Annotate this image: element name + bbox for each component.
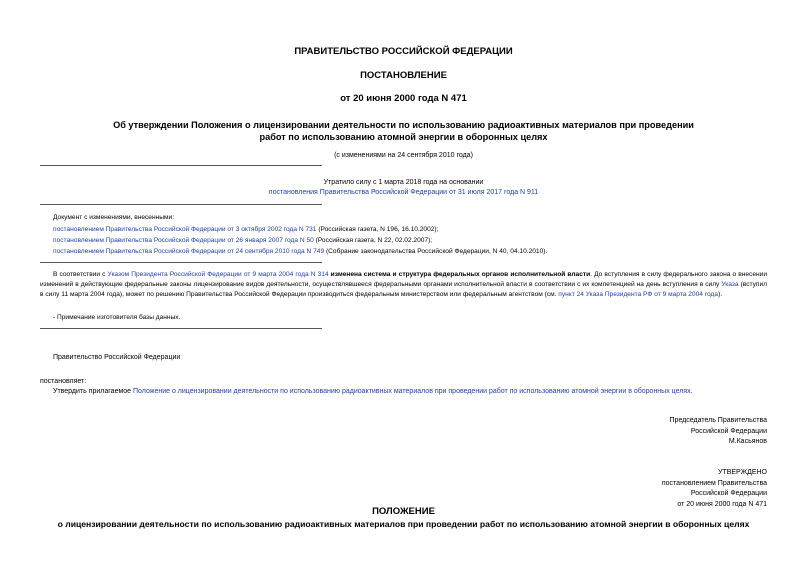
regulation-subtitle: о лицензировании деятельности по использованию радиоактивных материалов при проведении работ по использованию атомной энергии в оборонных целях: [57, 519, 750, 529]
document-date: от 20 июня 2000 года N 471: [340, 93, 467, 104]
structure-change-note: В соответствии с Указом Президента Российской Федерации от 9 марта 2004 года N 314 изменена система и структура федеральных органов исполнительной власти. До вступления в силу федерального закона о внесении изменений в действующие федеральные законы лицензирование видов деятельности, осуществлявшееся федеральными органами исполнительной власти в соответствии с их компетенцией на день вступления в силу Указа (вступил в силу 11 марта 2004 года), может по решению Правительства Российской Федерации производиться федеральным министерством или федеральным агентством (см. пункт 24 Указа Президента РФ от 9 марта 2004 года).: [40, 271, 768, 298]
approved-organization: Российской Федерации: [690, 490, 767, 497]
regulation-link[interactable]: Положение о лицензировании деятельности по использованию радиоактивных материалов при проведении работ по использованию атомной энергии в оборонных целях: [133, 388, 691, 395]
approved-date: от 20 июня 2000 года N 471: [677, 500, 767, 508]
amendment-link[interactable]: постановлением Правительства Российской Федерации от 3 октября 2002 года N 731: [53, 226, 317, 233]
government-heading: ПРАВИТЕЛЬСТВО РОССИЙСКОЙ ФЕДЕРАЦИИ: [294, 46, 513, 57]
approved-label: УТВЕРЖДЕНО: [717, 469, 767, 476]
approve-paragraph: Утвердить прилагаемое Положение о лицензировании деятельности по использованию радиоактивных материалов при проведении работ по использованию атомной энергии в оборонных целях.: [53, 388, 693, 395]
decree-314-link[interactable]: Указом Президента Российской Федерации от 9 марта 2004 года N 314: [107, 271, 329, 278]
divider: [40, 262, 322, 263]
changes-note: (с изменениями на 24 сентября 2010 года): [334, 152, 473, 159]
document-type: ПОСТАНОВЛЕНИЕ: [360, 70, 447, 81]
divider: [40, 328, 322, 329]
resolves-line: постановляет:: [40, 378, 87, 385]
approved-by: постановлением Правительства: [661, 479, 767, 487]
signature-block: [670, 416, 767, 448]
approved-block: [662, 468, 767, 510]
signature-organization: Российской Федерации: [690, 427, 767, 435]
document-title: Об утверждении Положения о лицензировании деятельности по использованию радиоактивных материалов при проведении работ по использованию атомной энергии в оборонных целях: [113, 120, 694, 142]
amendment-link[interactable]: постановлением Правительства Российской Федерации от 24 сентября 2010 года N 749: [53, 248, 325, 255]
decree-item-24-link[interactable]: пункт 24 Указа Президента РФ от 9 марта 2004 года: [558, 291, 719, 298]
amendments-heading: Документ с изменениями, внесенными:: [53, 214, 175, 221]
divider: [40, 204, 322, 205]
amendment-link[interactable]: постановлением Правительства Российской Федерации от 26 января 2007 года N 50: [53, 237, 314, 244]
expired-note: Утратило силу с 1 марта 2018 года на основании: [323, 179, 484, 186]
signature-position: Председатель Правительства: [669, 417, 767, 424]
database-note: - Примечание изготовителя базы данных.: [53, 314, 181, 321]
expired-basis-link[interactable]: постановления Правительства Российской Федерации от 31 июля 2017 года N 911: [268, 189, 539, 196]
amendment-item: постановлением Правительства Российской Федерации от 26 января 2007 года N 50 (Российская газета, N 22, 02.02.2007);: [53, 237, 433, 244]
decree-link[interactable]: Указа: [721, 281, 739, 288]
government-line: Правительство Российской Федерации: [53, 354, 181, 361]
divider: [40, 165, 322, 166]
regulation-title: ПОЛОЖЕНИЕ: [372, 506, 435, 517]
signature-name: М.Касьянов: [728, 438, 767, 445]
amendment-item: постановлением Правительства Российской Федерации от 3 октября 2002 года N 731 (Российская газета, N 196, 16.10.2002);: [53, 226, 439, 233]
amendment-item: постановлением Правительства Российской Федерации от 24 сентября 2010 года N 749 (Собрание законодательства Российской Федерации, N 40, 04.10.2010).: [53, 248, 548, 255]
